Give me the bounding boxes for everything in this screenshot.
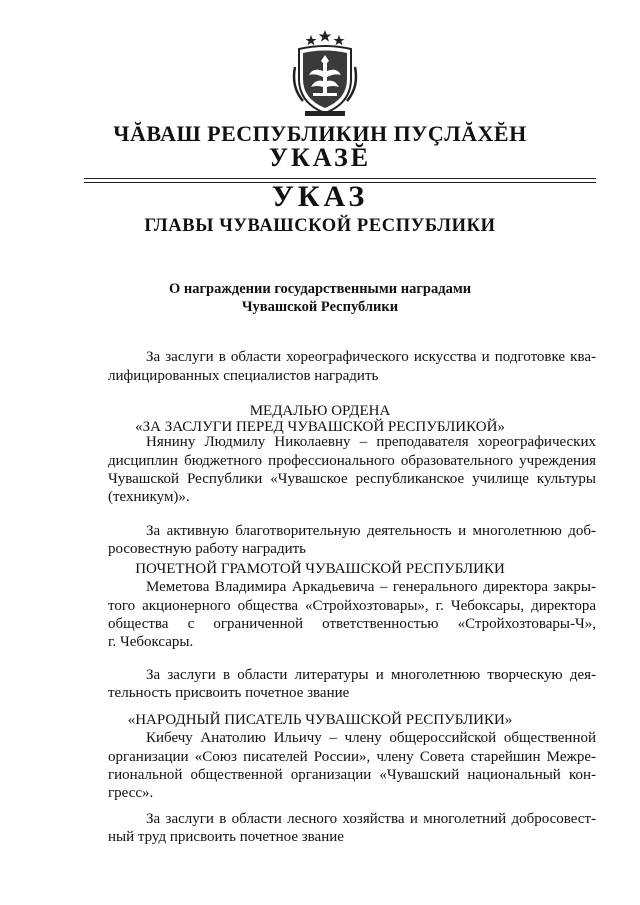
paragraph-line: За заслуги в области литературы и многолетнюю творческую дея- — [146, 667, 596, 683]
paragraph-line: Меметова Владимира Аркадьевича – генерального директора закры- — [146, 579, 596, 595]
paragraph-line: лифицированных специалистов наградить — [108, 368, 379, 384]
paragraph-line: Кибечу Анатолию Ильичу – члену общероссийской общественной — [146, 730, 596, 746]
paragraph-line: За заслуги в области хореографического искусства и подготовке ква- — [146, 349, 596, 365]
paragraph-line: гресс». — [108, 785, 154, 801]
paragraph-line: организации «Союз писателей России», члену Совета старейшин Межре- — [108, 749, 596, 765]
paragraph-line: росовестную работу наградить — [108, 541, 307, 557]
paragraph-line: г. Чебоксары. — [108, 634, 194, 650]
paragraph-line: (техникум)». — [108, 489, 190, 505]
paragraph-line: того акционерного общества «Стройхозтовары», г. Чебоксары, директора — [108, 598, 596, 614]
award-heading: «НАРОДНЫЙ ПИСАТЕЛЬ ЧУВАШСКОЙ РЕСПУБЛИКИ» — [127, 712, 513, 728]
award-heading: МЕДАЛЬЮ ОРДЕНА — [249, 403, 391, 419]
issuer-line: ГЛАВЫ ЧУВАШСКОЙ РЕСПУБЛИКИ — [144, 216, 496, 236]
paragraph-line: тельность присвоить почетное звание — [108, 685, 350, 701]
chuvash-decree-word: УКАЗĔ — [268, 143, 372, 172]
paragraph-line: Чувашской Республики «Чувашское республиканское училище культуры — [108, 471, 596, 487]
chuvash-emblem-icon — [289, 27, 361, 119]
award-heading: ПОЧЕТНОЙ ГРАМОТОЙ ЧУВАШСКОЙ РЕСПУБЛИКИ — [135, 561, 505, 577]
decree-word: УКАЗ — [271, 180, 369, 213]
paragraph-line: гиональной общественной организации «Чувашский национальный кон- — [108, 767, 596, 783]
paragraph-line: дисциплин бюджетного профессионального образовательного учреждения — [108, 453, 596, 469]
document-title-line: О награждении государственными наградами — [168, 281, 472, 297]
paragraph-line: общества с ограниченной ответственностью «Стройхозтовары-Ч», — [108, 616, 596, 632]
award-heading: «ЗА ЗАСЛУГИ ПЕРЕД ЧУВАШСКОЙ РЕСПУБЛИКОЙ» — [135, 419, 505, 435]
document-title-line: Чувашской Республики — [241, 299, 399, 315]
paragraph-line: За заслуги в области лесного хозяйства и многолетний добросовест- — [146, 811, 596, 827]
paragraph-line: ный труд присвоить почетное звание — [108, 829, 344, 845]
header-divider-top — [84, 178, 596, 179]
chuvash-header-line: ЧĂВАШ РЕСПУБЛИКИН ПУÇЛĂХĔН — [113, 121, 527, 146]
paragraph-line: За активную благотворительную деятельность и многолетнюю доб- — [146, 523, 596, 539]
paragraph-line: Нянину Людмилу Николаевну – преподавателя хореографических — [146, 434, 596, 450]
